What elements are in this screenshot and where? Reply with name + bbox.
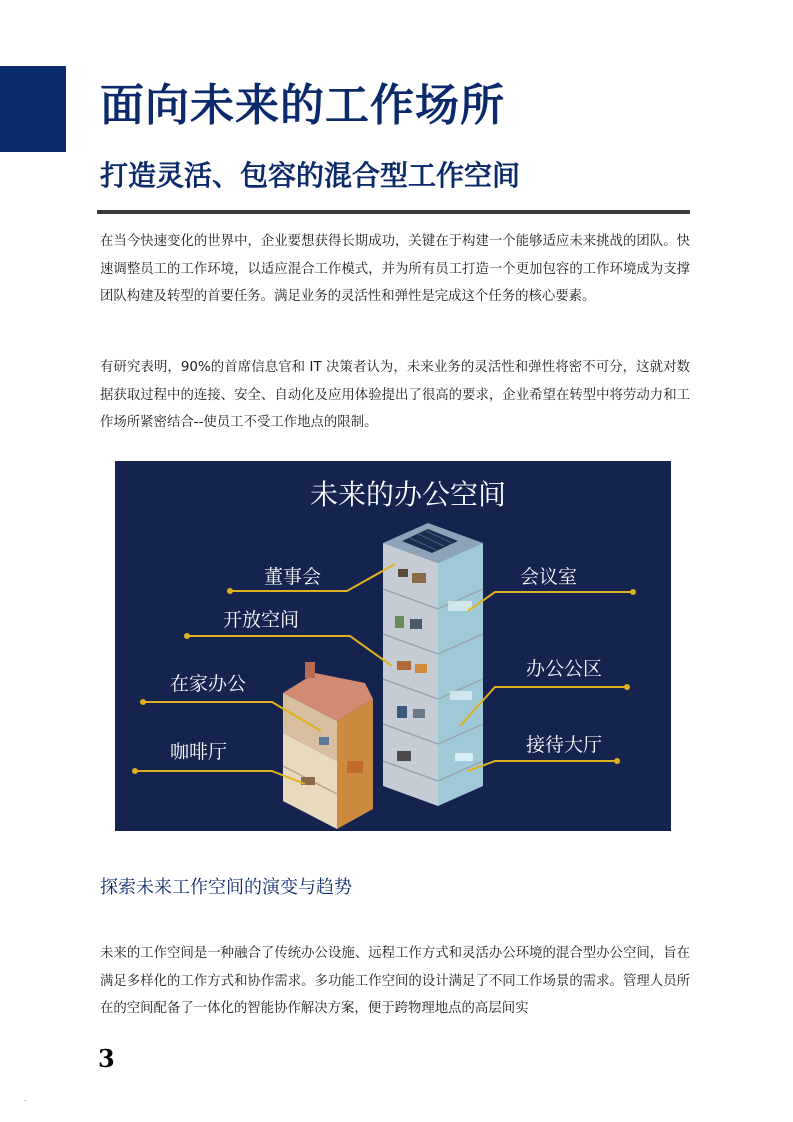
page-subtitle: 打造灵活、包容的混合型工作空间 — [100, 159, 521, 192]
page-number: 3 — [98, 1044, 115, 1073]
future-office-infographic — [115, 461, 671, 831]
label-office-area: 办公公区 — [526, 658, 603, 680]
label-cafe: 咖啡厅 — [170, 741, 228, 763]
section-heading: 探索未来工作空间的演变与趋势 — [100, 877, 352, 898]
intro-paragraph: 在当今快速变化的世界中，企业要想获得长期成功，关键在于构建一个能够适应未来挑战的团队。快速调整员工的工作环境，以适应混合工作模式，并为所有员工打造一个更加包容的工作环境成为支撑团队构建及转型的首要任务。满足业务的灵活性和弹性是完成这个任务的核心要素。 — [100, 234, 690, 304]
research-paragraph: 有研究表明，90%的首席信息官和 IT 决策者认为，未来业务的灵活性和弹性将密不可分，这就对数据获取过程中的连接、安全、自动化及应用体验提出了很高的要求，企业希望在转型中将劳动力和工作场所紧密结合--使员工不受工作地点的限制。 — [100, 360, 690, 430]
title-divider — [97, 210, 690, 214]
page-title: 面向未来的工作场所 — [100, 80, 505, 131]
label-home-office: 在家办公 — [170, 673, 247, 695]
footer-mark: . — [24, 1094, 27, 1103]
infographic-title: 未来的办公空间 — [309, 478, 507, 511]
label-meeting-room: 会议室 — [520, 566, 578, 588]
infographic-svg — [115, 461, 671, 831]
workspace-paragraph: 未来的工作空间是一种融合了传统办公设施、远程工作方式和灵活办公环境的混合型办公空间，旨在满足多样化的工作方式和协作需求。多功能工作空间的设计满足了不同工作场景的需求。管理人员所在的空间配备了一体化的智能协作解决方案，便于跨物理地点的高层间实 — [100, 946, 690, 1016]
corner-accent-block — [0, 66, 66, 152]
office-tower-illustration — [383, 523, 483, 806]
home-house-illustration — [283, 662, 373, 829]
label-boardroom: 董事会 — [264, 566, 322, 588]
label-reception: 接待大厅 — [526, 734, 603, 756]
label-open-space: 开放空间 — [223, 609, 300, 631]
